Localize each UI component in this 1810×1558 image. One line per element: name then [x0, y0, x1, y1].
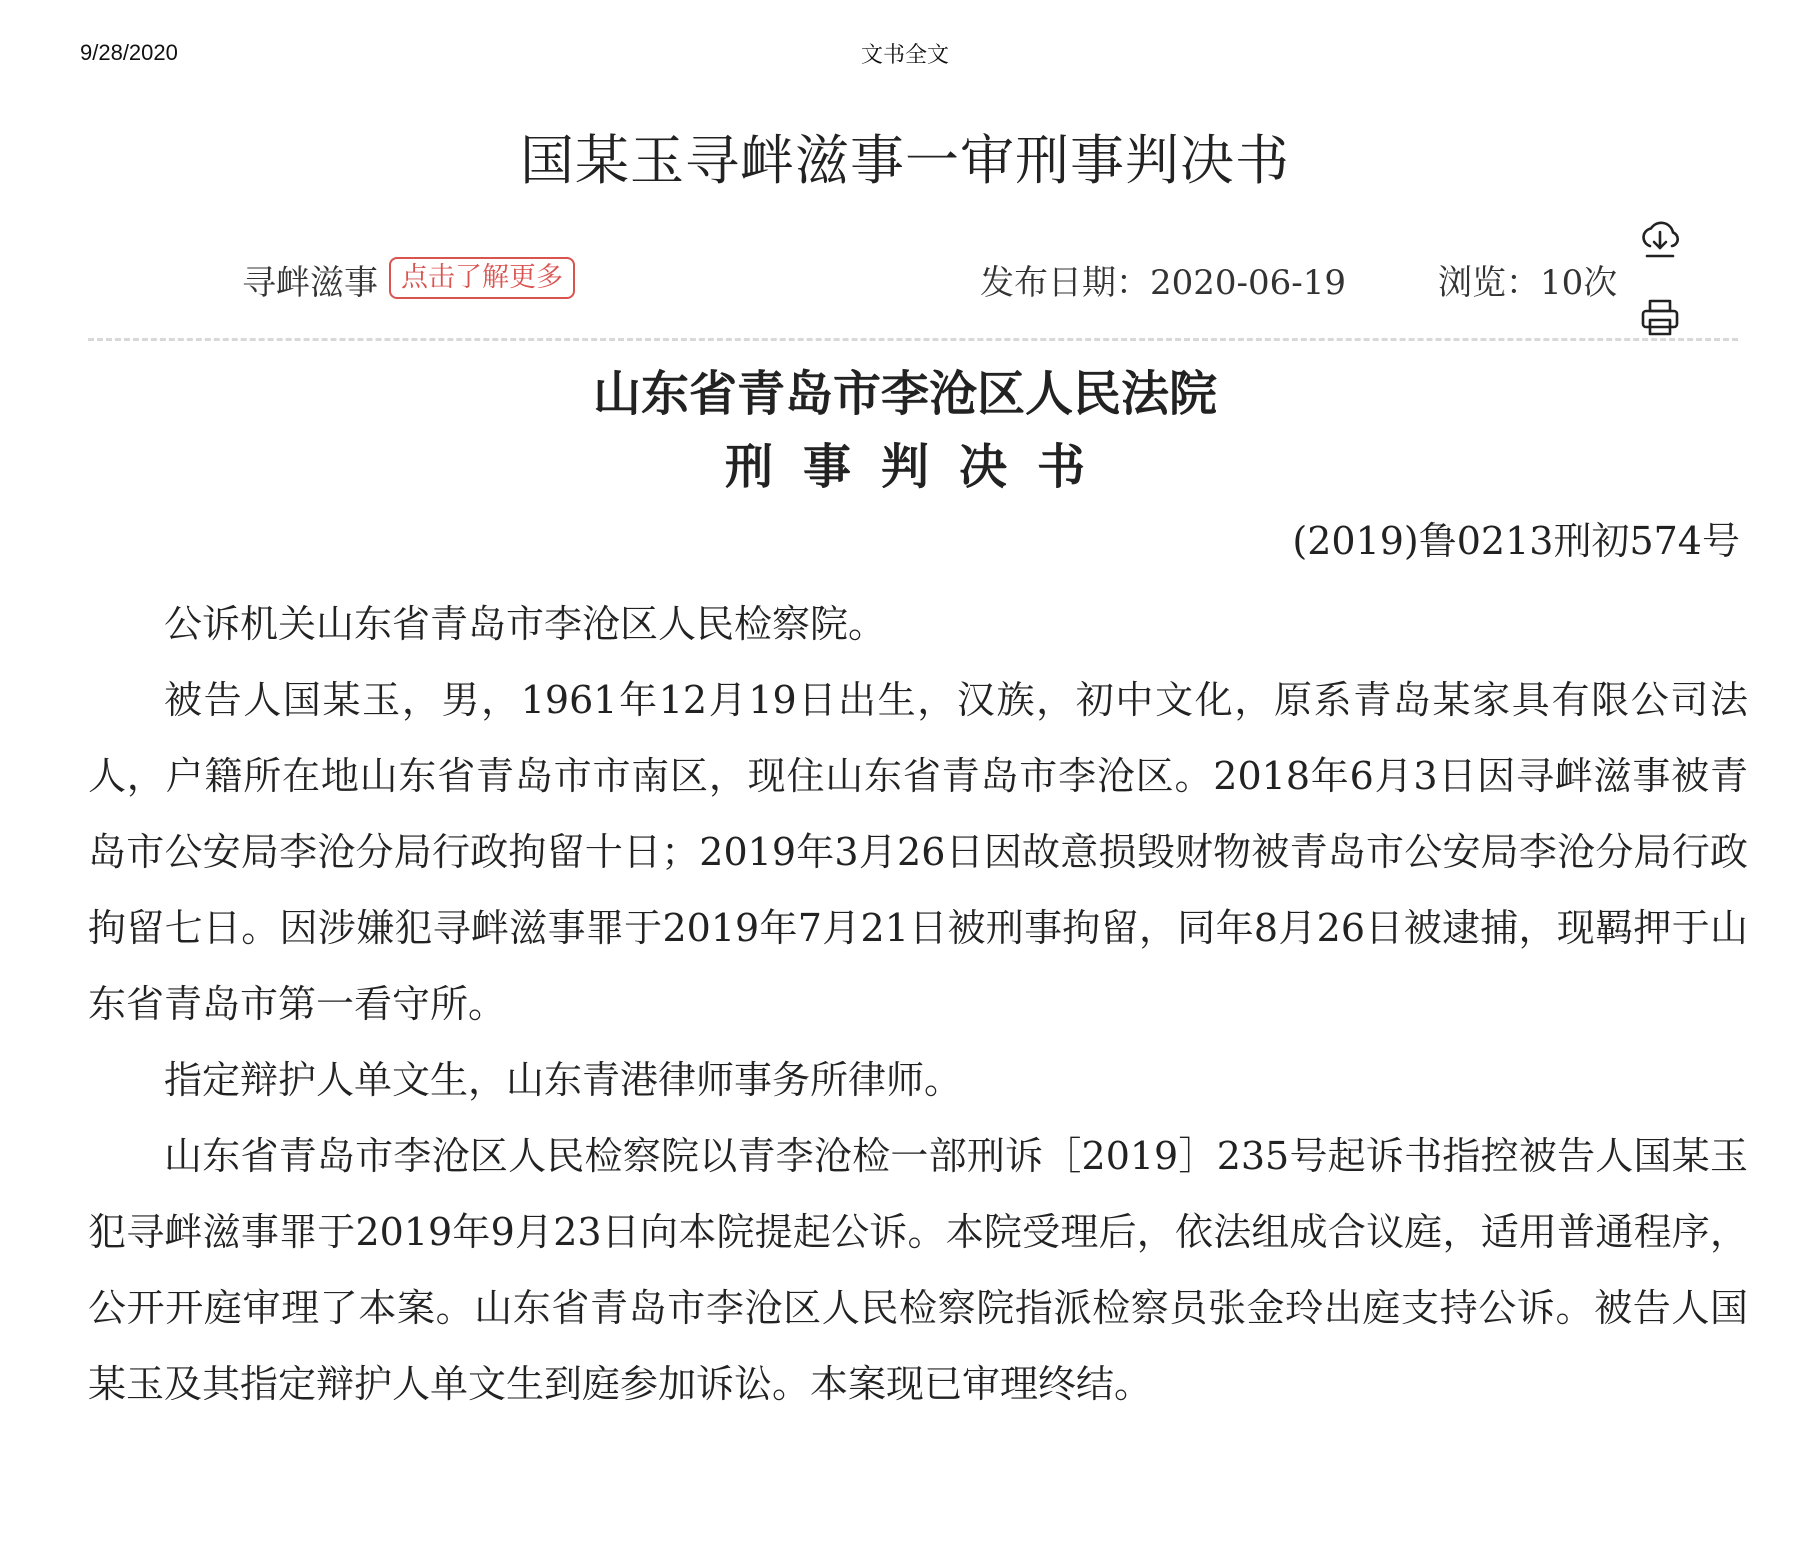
paragraph: 被告人国某玉，男，1961年12月19日出生，汉族，初中文化，原系青岛某家具有限公司法人，户籍所在地山东省青岛市市南区，现住山东省青岛市李沧区。2018年6月3日因寻衅滋事被青岛市公安局李沧分局行政拘留十日；2019年3月26日因故意损毁财物被青岛市公安局李沧分局行政拘留七日。因涉嫌犯寻衅滋事罪于2019年7月21日被刑事拘留，同年8月26日被逮捕，现羁押于山东省青岛市第一看守所。 [88, 678, 1748, 1026]
meta-row [0, 255, 1810, 305]
print-date: 9/28/2020 [80, 40, 178, 65]
judgment-body [88, 586, 1748, 1422]
print-header-title: 文书全文 [860, 43, 949, 68]
download-icon[interactable] [1638, 218, 1682, 262]
dashed-divider [88, 338, 1738, 341]
paragraph: 山东省青岛市李沧区人民检察院以青李沧检一部刑诉［2019］235号起诉书指控被告人国某玉犯寻衅滋事罪于2019年9月23日向本院提起公诉。本院受理后，依法组成合议庭，适用普通程序，公开开庭审理了本案。山东省青岛市李沧区人民检察院指派检察员张金玲出庭支持公诉。被告人国某玉及其指定辩护人单文生到庭参加诉讼。本案现已审理终结。 [88, 1134, 1748, 1406]
learn-more-button[interactable]: 点击了解更多 [389, 257, 575, 299]
document-type: 刑事判决书 [724, 439, 1115, 495]
paragraph: 公诉机关山东省青岛市李沧区人民检察院。 [164, 602, 887, 646]
paragraph: 指定辩护人单文生，山东青港律师事务所律师。 [164, 1058, 963, 1102]
case-number: (2019)鲁0213刑初574号 [1292, 519, 1740, 563]
cause-tag[interactable]: 寻衅滋事 [242, 263, 378, 303]
print-icon[interactable] [1638, 296, 1682, 340]
view-count: 浏览：10次 [1438, 263, 1618, 303]
court-name: 山东省青岛市李沧区人民法院 [592, 366, 1217, 422]
publish-date: 发布日期：2020-06-19 [980, 263, 1347, 303]
document-title: 国某玉寻衅滋事一审刑事判决书 [520, 129, 1290, 192]
